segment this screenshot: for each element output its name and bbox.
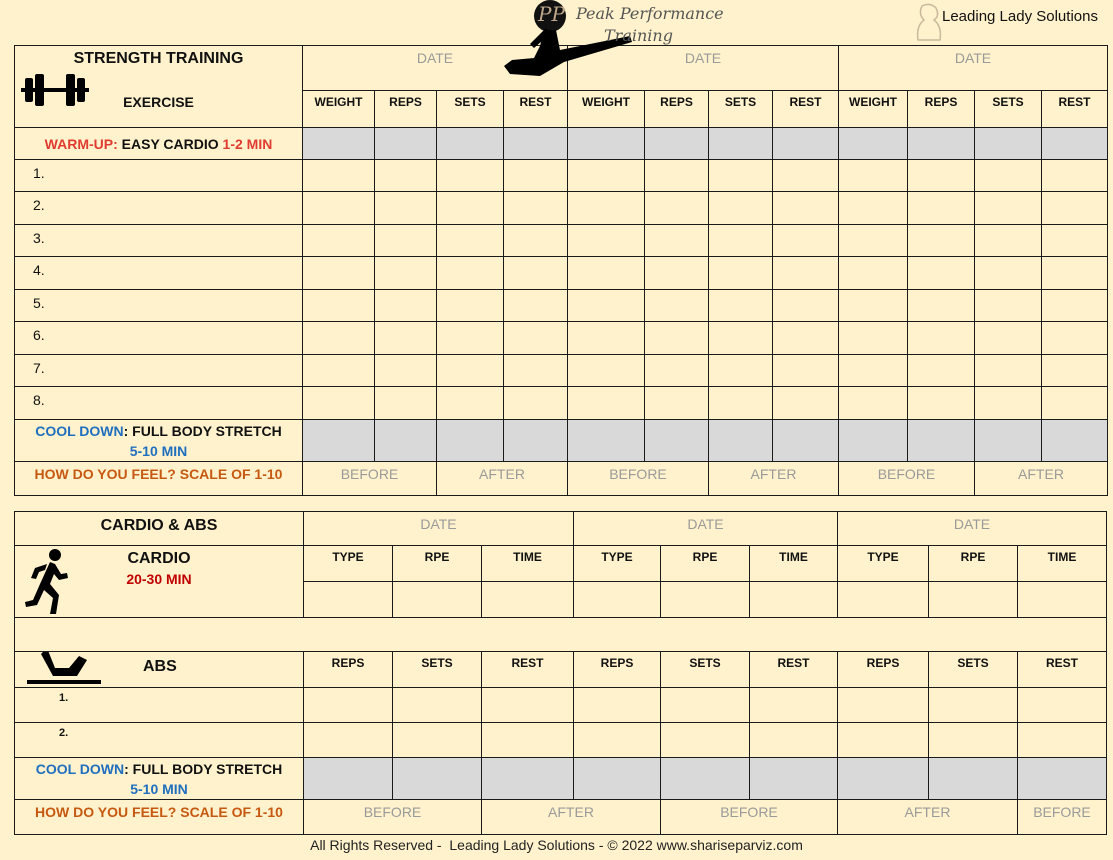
entry-cell[interactable] xyxy=(709,192,773,225)
entry-cell[interactable] xyxy=(1042,322,1108,355)
entry-cell[interactable] xyxy=(773,290,839,322)
entry-cell[interactable] xyxy=(750,688,838,723)
before-field[interactable]: BEFORE xyxy=(661,800,838,835)
entry-cell[interactable] xyxy=(375,192,437,225)
brand-name: Leading Lady Solutions xyxy=(942,8,1098,25)
entry-cell[interactable] xyxy=(437,160,504,192)
cooldown-label xyxy=(15,420,303,462)
entry-cell[interactable] xyxy=(975,257,1042,290)
after-field[interactable]: AFTER xyxy=(709,462,839,496)
entry-cell[interactable] xyxy=(908,192,975,225)
exercise-number: 3. xyxy=(15,225,303,257)
situp-icon xyxy=(25,652,103,688)
col-sets: SETS xyxy=(437,91,504,128)
cooldown-time: 5-10 MIN xyxy=(130,780,188,797)
entry-cell[interactable] xyxy=(908,387,975,420)
entry-cell[interactable] xyxy=(773,192,839,225)
entry-cell[interactable] xyxy=(975,225,1042,257)
entry-cell[interactable] xyxy=(975,290,1042,322)
leading-lady-logo xyxy=(912,2,1112,44)
cooldown-row xyxy=(15,758,1107,800)
entry-cell[interactable] xyxy=(838,582,929,618)
warmup-label xyxy=(15,128,303,160)
col-sets: SETS xyxy=(661,652,750,688)
shaded-cell xyxy=(1018,758,1107,800)
entry-cell[interactable] xyxy=(661,723,750,758)
entry-cell[interactable] xyxy=(839,160,908,192)
exercise-row xyxy=(15,192,1108,225)
entry-cell[interactable] xyxy=(437,257,504,290)
entry-cell[interactable] xyxy=(437,290,504,322)
col-weight: WEIGHT xyxy=(839,91,908,128)
before-field[interactable]: BEFORE xyxy=(304,800,482,835)
shaded-cell xyxy=(482,758,574,800)
date-field-1[interactable]: DATE xyxy=(304,512,574,546)
entry-cell[interactable] xyxy=(929,723,1018,758)
entry-cell[interactable] xyxy=(568,387,645,420)
entry-cell[interactable] xyxy=(303,257,375,290)
col-reps: REPS xyxy=(645,91,709,128)
col-rest: REST xyxy=(504,91,568,128)
entry-cell[interactable] xyxy=(839,192,908,225)
col-reps: REPS xyxy=(304,652,393,688)
entry-cell[interactable] xyxy=(504,160,568,192)
shaded-cell xyxy=(773,128,839,160)
col-type: TYPE xyxy=(838,546,929,582)
cardio-abs-table xyxy=(14,511,1107,835)
entry-cell[interactable] xyxy=(1018,723,1107,758)
entry-cell[interactable] xyxy=(304,688,393,723)
after-field[interactable]: AFTER xyxy=(437,462,568,496)
col-reps: REPS xyxy=(838,652,929,688)
col-rpe: RPE xyxy=(393,546,482,582)
entry-cell[interactable] xyxy=(437,225,504,257)
entry-cell[interactable] xyxy=(1042,160,1108,192)
entry-cell[interactable] xyxy=(568,290,645,322)
entry-cell[interactable] xyxy=(437,387,504,420)
entry-cell[interactable] xyxy=(773,257,839,290)
entry-cell[interactable] xyxy=(645,160,709,192)
entry-cell[interactable] xyxy=(568,257,645,290)
strength-table xyxy=(14,45,1108,496)
date-field-3[interactable]: DATE xyxy=(838,512,1107,546)
abs-row-number: 2. xyxy=(15,723,304,758)
entry-cell[interactable] xyxy=(375,290,437,322)
entry-cell[interactable] xyxy=(975,192,1042,225)
entry-cell[interactable] xyxy=(645,387,709,420)
col-weight: WEIGHT xyxy=(568,91,645,128)
exercise-number: 5. xyxy=(15,290,303,322)
entry-cell[interactable] xyxy=(437,322,504,355)
shaded-cell xyxy=(645,128,709,160)
entry-cell[interactable] xyxy=(908,225,975,257)
col-sets: SETS xyxy=(393,652,482,688)
before-field[interactable]: BEFORE xyxy=(839,462,975,496)
exercise-number: 4. xyxy=(15,257,303,290)
date-field-1[interactable]: DATE xyxy=(303,46,568,91)
entry-cell[interactable] xyxy=(750,582,838,618)
cardio-time: 20-30 MIN xyxy=(126,571,192,587)
entry-cell[interactable] xyxy=(303,192,375,225)
exercise-number: 7. xyxy=(15,355,303,387)
exercise-row xyxy=(15,225,1108,257)
date-field-2[interactable]: DATE xyxy=(574,512,838,546)
shaded-cell xyxy=(1042,420,1108,462)
entry-cell[interactable] xyxy=(482,688,574,723)
entry-cell[interactable] xyxy=(375,160,437,192)
entry-cell[interactable] xyxy=(839,225,908,257)
exercise-row xyxy=(15,387,1108,420)
col-reps: REPS xyxy=(908,91,975,128)
before-field[interactable]: BEFORE xyxy=(303,462,437,496)
entry-cell[interactable] xyxy=(303,290,375,322)
shaded-cell xyxy=(1042,128,1108,160)
entry-cell[interactable] xyxy=(375,257,437,290)
col-rest: REST xyxy=(773,91,839,128)
col-sets: SETS xyxy=(709,91,773,128)
shaded-cell xyxy=(773,420,839,462)
shaded-cell xyxy=(393,758,482,800)
entry-cell[interactable] xyxy=(1042,192,1108,225)
warmup-row xyxy=(15,128,1108,160)
entry-cell[interactable] xyxy=(709,387,773,420)
col-type: TYPE xyxy=(304,546,393,582)
entry-cell[interactable] xyxy=(645,355,709,387)
entry-cell[interactable] xyxy=(645,192,709,225)
entry-cell[interactable] xyxy=(375,355,437,387)
abs-label: ABS xyxy=(143,658,177,675)
spacer-row xyxy=(15,618,1107,652)
abs-row-number: 1. xyxy=(15,688,304,723)
entry-cell[interactable] xyxy=(1018,688,1107,723)
cooldown-text: : FULL BODY STRETCH xyxy=(123,422,282,439)
entry-cell[interactable] xyxy=(303,225,375,257)
date-field-3[interactable]: DATE xyxy=(839,46,1108,91)
entry-cell[interactable] xyxy=(375,225,437,257)
shaded-cell xyxy=(437,420,504,462)
entry-cell[interactable] xyxy=(303,160,375,192)
entry-cell[interactable] xyxy=(839,355,908,387)
entry-cell[interactable] xyxy=(568,160,645,192)
strength-title-cell xyxy=(15,46,303,128)
cooldown-prefix: COOL DOWN xyxy=(35,422,124,439)
entry-cell[interactable] xyxy=(908,257,975,290)
pp-monogram-icon: PP xyxy=(538,2,565,26)
shaded-cell xyxy=(750,758,838,800)
col-rest: REST xyxy=(750,652,838,688)
warmup-prefix: WARM-UP: xyxy=(44,135,118,152)
cardio-label: CARDIO xyxy=(127,550,191,567)
col-sets: SETS xyxy=(975,91,1042,128)
shaded-cell xyxy=(375,420,437,462)
entry-cell[interactable] xyxy=(504,192,568,225)
exercise-number: 6. xyxy=(15,322,303,355)
cardio-abs-title: CARDIO & ABS xyxy=(15,512,304,546)
exercise-row xyxy=(15,322,1108,355)
entry-cell[interactable] xyxy=(838,688,929,723)
entry-cell[interactable] xyxy=(1018,582,1107,618)
shaded-cell xyxy=(504,420,568,462)
after-field[interactable]: AFTER xyxy=(482,800,661,835)
entry-cell[interactable] xyxy=(908,160,975,192)
exercise-number: 8. xyxy=(15,387,303,420)
entry-cell[interactable] xyxy=(839,290,908,322)
entry-cell[interactable] xyxy=(908,290,975,322)
entry-cell[interactable] xyxy=(709,160,773,192)
shaded-cell xyxy=(661,758,750,800)
entry-cell[interactable] xyxy=(838,723,929,758)
entry-cell[interactable] xyxy=(709,290,773,322)
shaded-cell xyxy=(645,420,709,462)
col-reps: REPS xyxy=(574,652,661,688)
entry-cell[interactable] xyxy=(839,387,908,420)
shaded-cell xyxy=(975,420,1042,462)
entry-cell[interactable] xyxy=(929,688,1018,723)
exercise-number: 2. xyxy=(15,192,303,225)
abs-label-cell xyxy=(15,652,304,688)
shaded-cell xyxy=(838,758,929,800)
entry-cell[interactable] xyxy=(645,225,709,257)
col-time: TIME xyxy=(1018,546,1107,582)
exercise-row xyxy=(15,355,1108,387)
shaded-cell xyxy=(975,128,1042,160)
logo-line1: Peak Performance xyxy=(576,4,724,23)
entry-cell[interactable] xyxy=(773,225,839,257)
entry-cell[interactable] xyxy=(975,387,1042,420)
cooldown-text: : FULL BODY STRETCH xyxy=(124,760,283,777)
entry-cell[interactable] xyxy=(645,290,709,322)
entry-cell[interactable] xyxy=(504,225,568,257)
entry-cell[interactable] xyxy=(1042,290,1108,322)
entry-cell[interactable] xyxy=(839,257,908,290)
entry-cell[interactable] xyxy=(393,723,482,758)
cooldown-time: 5-10 MIN xyxy=(129,442,188,459)
shaded-cell xyxy=(839,420,908,462)
shaded-cell xyxy=(304,758,393,800)
entry-cell[interactable] xyxy=(661,688,750,723)
entry-cell[interactable] xyxy=(975,160,1042,192)
entry-cell[interactable] xyxy=(568,355,645,387)
entry-cell[interactable] xyxy=(437,192,504,225)
entry-cell[interactable] xyxy=(574,688,661,723)
col-rest: REST xyxy=(1042,91,1108,128)
feel-label: HOW DO YOU FEEL? SCALE OF 1-10 xyxy=(15,462,303,496)
exercise-label: EXERCISE xyxy=(123,94,194,110)
logo-line2: Training xyxy=(604,26,673,45)
shaded-cell xyxy=(568,128,645,160)
footer-text: All Rights Reserved - Leading Lady Solutions - © 2022 www.shariseparviz.com xyxy=(310,837,803,853)
cooldown-prefix: COOL DOWN xyxy=(35,760,125,777)
col-sets: SETS xyxy=(929,652,1018,688)
col-rpe: RPE xyxy=(929,546,1018,582)
after-field[interactable]: AFTER xyxy=(975,462,1108,496)
exercise-row xyxy=(15,257,1108,290)
col-type: TYPE xyxy=(574,546,661,582)
entry-cell[interactable] xyxy=(303,322,375,355)
warmup-time: 1-2 MIN xyxy=(222,135,273,152)
entry-cell[interactable] xyxy=(504,387,568,420)
entry-cell[interactable] xyxy=(568,225,645,257)
entry-cell[interactable] xyxy=(304,723,393,758)
entry-cell[interactable] xyxy=(839,322,908,355)
entry-cell[interactable] xyxy=(709,322,773,355)
entry-cell[interactable] xyxy=(1042,387,1108,420)
entry-cell[interactable] xyxy=(393,688,482,723)
entry-cell[interactable] xyxy=(375,322,437,355)
abs-row xyxy=(15,723,1107,758)
feel-row xyxy=(15,800,1107,835)
exercise-row xyxy=(15,160,1108,192)
shaded-cell xyxy=(303,420,375,462)
entry-cell[interactable] xyxy=(574,723,661,758)
entry-cell[interactable] xyxy=(504,322,568,355)
entry-cell[interactable] xyxy=(709,225,773,257)
entry-cell[interactable] xyxy=(482,582,574,618)
entry-cell[interactable] xyxy=(304,582,393,618)
col-reps: REPS xyxy=(375,91,437,128)
entry-cell[interactable] xyxy=(375,387,437,420)
entry-cell[interactable] xyxy=(929,582,1018,618)
entry-cell[interactable] xyxy=(750,723,838,758)
cardio-label-cell xyxy=(15,546,304,618)
shaded-cell xyxy=(568,420,645,462)
exercise-row xyxy=(15,290,1108,322)
entry-cell[interactable] xyxy=(1042,225,1108,257)
col-weight: WEIGHT xyxy=(303,91,375,128)
shaded-cell xyxy=(839,128,908,160)
entry-cell[interactable] xyxy=(1042,257,1108,290)
col-time: TIME xyxy=(750,546,838,582)
entry-cell[interactable] xyxy=(504,257,568,290)
cooldown-row xyxy=(15,420,1108,462)
shaded-cell xyxy=(504,128,568,160)
entry-cell[interactable] xyxy=(908,355,975,387)
entry-cell[interactable] xyxy=(773,160,839,192)
shaded-cell xyxy=(375,128,437,160)
entry-cell[interactable] xyxy=(645,322,709,355)
spacer-cell xyxy=(15,618,1107,652)
entry-cell[interactable] xyxy=(709,257,773,290)
entry-cell[interactable] xyxy=(975,355,1042,387)
shaded-cell xyxy=(908,128,975,160)
entry-cell[interactable] xyxy=(773,322,839,355)
entry-cell[interactable] xyxy=(437,355,504,387)
cooldown-label xyxy=(15,758,304,800)
feel-row xyxy=(15,462,1108,496)
feel-label: HOW DO YOU FEEL? SCALE OF 1-10 xyxy=(15,800,304,835)
entry-cell[interactable] xyxy=(504,290,568,322)
before-field[interactable]: BEFORE xyxy=(568,462,709,496)
shaded-cell xyxy=(709,420,773,462)
exercise-number: 1. xyxy=(15,160,303,192)
col-rest: REST xyxy=(1018,652,1107,688)
entry-cell[interactable] xyxy=(568,322,645,355)
entry-cell[interactable] xyxy=(1042,355,1108,387)
entry-cell[interactable] xyxy=(303,355,375,387)
date-field-2[interactable]: DATE xyxy=(568,46,839,91)
after-field[interactable]: AFTER xyxy=(838,800,1018,835)
entry-cell[interactable] xyxy=(645,257,709,290)
entry-cell[interactable] xyxy=(709,355,773,387)
entry-cell[interactable] xyxy=(393,582,482,618)
shaded-cell xyxy=(303,128,375,160)
entry-cell[interactable] xyxy=(568,192,645,225)
runner-icon xyxy=(23,548,69,618)
strength-title: STRENGTH TRAINING xyxy=(73,50,244,67)
col-time: TIME xyxy=(482,546,574,582)
entry-cell[interactable] xyxy=(975,322,1042,355)
dumbbell-icon xyxy=(21,72,89,113)
col-rpe: RPE xyxy=(661,546,750,582)
entry-cell[interactable] xyxy=(504,355,568,387)
entry-cell[interactable] xyxy=(661,582,750,618)
entry-cell[interactable] xyxy=(574,582,661,618)
entry-cell[interactable] xyxy=(303,387,375,420)
entry-cell[interactable] xyxy=(482,723,574,758)
warmup-text: EASY CARDIO xyxy=(121,135,219,152)
col-rest: REST xyxy=(482,652,574,688)
entry-cell[interactable] xyxy=(773,387,839,420)
shaded-cell xyxy=(908,420,975,462)
shaded-cell xyxy=(709,128,773,160)
shaded-cell xyxy=(574,758,661,800)
entry-cell[interactable] xyxy=(908,322,975,355)
before-field[interactable]: BEFORE xyxy=(1018,800,1107,835)
abs-row xyxy=(15,688,1107,723)
shaded-cell xyxy=(929,758,1018,800)
entry-cell[interactable] xyxy=(773,355,839,387)
shaded-cell xyxy=(437,128,504,160)
